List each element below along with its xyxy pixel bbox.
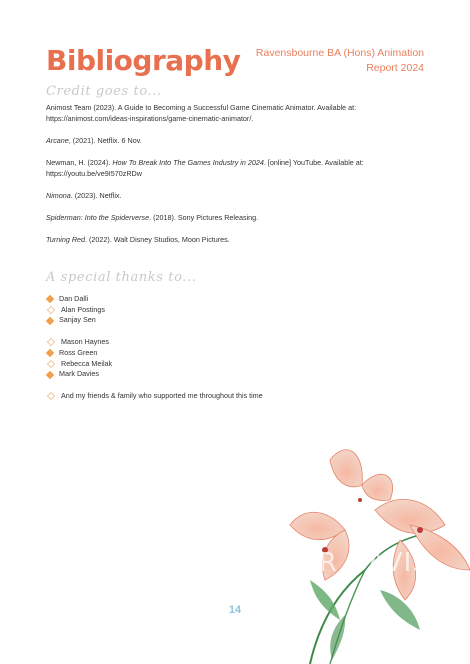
thanks-item: Ross Green xyxy=(46,348,426,359)
thanks-closing: And my friends & family who supported me throughout this time xyxy=(46,391,426,402)
diamond-bullet-icon xyxy=(46,370,54,378)
diamond-bullet-icon xyxy=(46,349,54,357)
reference-item: Spiderman: Into the Spiderverse. (2018). Sony Pictures Releasing. xyxy=(46,213,259,222)
diamond-bullet-icon xyxy=(46,317,54,325)
thanks-item: Mark Davies xyxy=(46,369,426,380)
report-year: Report 2024 xyxy=(366,62,424,74)
lily-illustration-icon xyxy=(270,430,470,664)
thanks-item: Sanjay Sen xyxy=(46,315,426,326)
diamond-outline-bullet-icon xyxy=(47,392,55,400)
thanks-item: Mason Haynes xyxy=(46,337,426,348)
reference-item: Animost Team (2023). A Guide to Becoming a Successful Game Cinematic Animator. Available at: https://animost.com/ideas-inspirations/game-cinematic-animator/. xyxy=(46,103,357,123)
thanks-item: Alan Postings xyxy=(46,305,426,316)
page-title: Bibliography xyxy=(46,44,241,77)
thanks-heading: A special thanks to... xyxy=(46,270,197,285)
diamond-outline-bullet-icon xyxy=(47,306,55,314)
diamond-bullet-icon xyxy=(46,295,54,303)
thanks-item: Dan Dalli xyxy=(46,294,426,305)
reference-item: Arcane, (2021). Netflix. 6 Nov. xyxy=(46,136,142,145)
thanks-item: Rebecca Meilak xyxy=(46,359,426,370)
reference-item: Nimona. (2023). Netflix. xyxy=(46,191,122,200)
signature-watermark: AR DAVIS xyxy=(300,548,430,578)
reference-item: Turning Red. (2022). Walt Disney Studios, Moon Pictures. xyxy=(46,235,230,244)
course-info xyxy=(256,46,424,76)
diamond-outline-bullet-icon xyxy=(47,338,55,346)
course-name: Ravensbourne BA (Hons) Animation xyxy=(255,47,424,59)
credits-heading: Credit goes to... xyxy=(46,84,162,99)
reference-item: Newman, H. (2024). How To Break Into The Games Industry in 2024. [online] YouTube. Available at: https://youtu.be/ve9I570zRDw xyxy=(46,158,364,178)
diamond-outline-bullet-icon xyxy=(47,360,55,368)
page-number: 14 xyxy=(228,604,242,616)
reference-list xyxy=(46,102,426,256)
thanks-list xyxy=(46,294,426,402)
